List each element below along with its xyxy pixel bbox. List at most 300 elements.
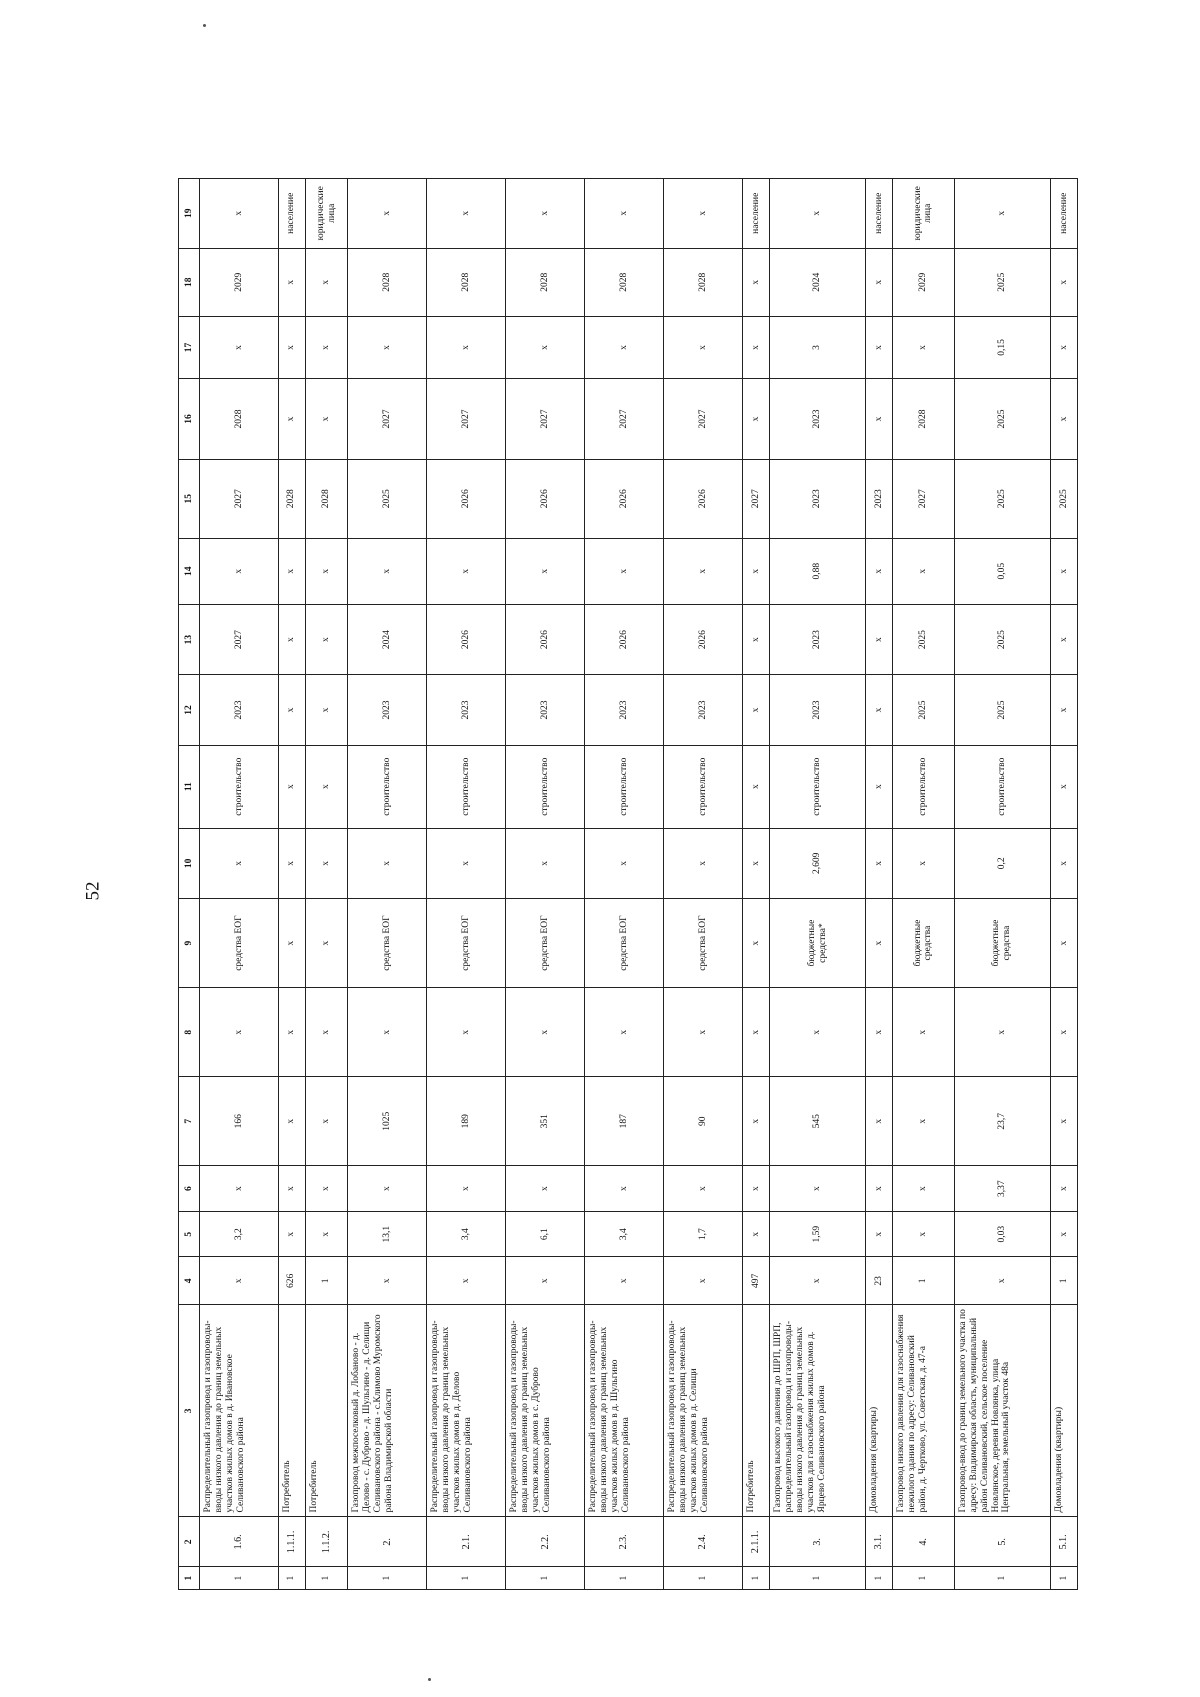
table-cell: бюджетные средства* bbox=[770, 899, 866, 988]
table-cell: 3 bbox=[770, 316, 866, 378]
table-cell: 4. bbox=[893, 1517, 955, 1567]
table-cell: 1 bbox=[585, 1567, 664, 1590]
table-cell: 1.1.1. bbox=[278, 1517, 305, 1567]
table-cell: 0,2 bbox=[954, 828, 1050, 898]
table-cell: 2027 bbox=[743, 459, 770, 538]
table-cell: х bbox=[506, 179, 585, 249]
table-cell: 2023 bbox=[506, 675, 585, 745]
table-cell: х bbox=[427, 1257, 506, 1305]
table-cell: 2023 bbox=[427, 675, 506, 745]
table-cell: х bbox=[585, 179, 664, 249]
table-cell: 2024 bbox=[770, 248, 866, 316]
table-cell: 2027 bbox=[893, 459, 955, 538]
table-cell: х bbox=[585, 828, 664, 898]
table-cell: 2023 bbox=[664, 675, 743, 745]
table-cell: 2,609 bbox=[770, 828, 866, 898]
column-header: 6 bbox=[179, 1166, 200, 1212]
table-cell: средства ЕОГ bbox=[506, 899, 585, 988]
table-cell: 3,37 bbox=[954, 1166, 1050, 1212]
table-cell: х bbox=[893, 1211, 955, 1257]
table-cell: 2026 bbox=[506, 459, 585, 538]
table-row bbox=[954, 179, 1050, 1590]
table-cell: х bbox=[664, 179, 743, 249]
table-cell: х bbox=[506, 1166, 585, 1212]
table-cell: 2025 bbox=[954, 459, 1050, 538]
table-cell: 2025 bbox=[893, 675, 955, 745]
table-cell: Потребитель bbox=[743, 1305, 770, 1517]
table-cell: х bbox=[305, 828, 348, 898]
column-header: 13 bbox=[179, 604, 200, 674]
table-cell: х bbox=[305, 988, 348, 1077]
table-cell: х bbox=[200, 179, 279, 249]
column-header: 7 bbox=[179, 1077, 200, 1166]
table-cell: х bbox=[427, 538, 506, 604]
table-cell: 2028 bbox=[585, 248, 664, 316]
table-cell: х bbox=[506, 988, 585, 1077]
table-cell: х bbox=[866, 745, 893, 828]
table-cell: х bbox=[1051, 675, 1078, 745]
table-cell: 2025 bbox=[348, 459, 427, 538]
table-cell: х bbox=[893, 1077, 955, 1166]
table-cell: 2027 bbox=[585, 379, 664, 460]
table-cell: х bbox=[200, 538, 279, 604]
table-cell: х bbox=[866, 675, 893, 745]
table-cell: х bbox=[305, 745, 348, 828]
table-cell: 2023 bbox=[770, 379, 866, 460]
table-cell: 2027 bbox=[664, 379, 743, 460]
table-row bbox=[866, 179, 893, 1590]
table-cell: х bbox=[743, 538, 770, 604]
table-cell: 497 bbox=[743, 1257, 770, 1305]
table-cell: х bbox=[1051, 1166, 1078, 1212]
table-cell: 3.1. bbox=[866, 1517, 893, 1567]
table-cell: Распределительный газопровод и газопроводы-вводы низкого давления до границ земельных участков жилых домов в д. Делово Селивановского района bbox=[427, 1305, 506, 1517]
table-cell: 2023 bbox=[585, 675, 664, 745]
table-cell: х bbox=[278, 604, 305, 674]
table-cell: х bbox=[770, 988, 866, 1077]
table-cell: средства ЕОГ bbox=[585, 899, 664, 988]
table-cell: х bbox=[893, 828, 955, 898]
data-table bbox=[178, 178, 1078, 1590]
table-cell: 13,1 bbox=[348, 1211, 427, 1257]
table-cell: 2027 bbox=[200, 459, 279, 538]
table-row bbox=[506, 179, 585, 1590]
table-row bbox=[427, 179, 506, 1590]
table-cell: 6,1 bbox=[506, 1211, 585, 1257]
table-cell: 1 bbox=[1051, 1567, 1078, 1590]
table-cell: 2029 bbox=[200, 248, 279, 316]
table-cell: 2029 bbox=[893, 248, 955, 316]
table-cell: х bbox=[200, 1257, 279, 1305]
column-header: 16 bbox=[179, 379, 200, 460]
table-cell: строительство bbox=[893, 745, 955, 828]
table-cell: 1 bbox=[664, 1567, 743, 1590]
table-cell: 1 bbox=[743, 1567, 770, 1590]
table-cell: х bbox=[664, 538, 743, 604]
table-cell: х bbox=[664, 828, 743, 898]
table-cell: 2023 bbox=[200, 675, 279, 745]
table-row bbox=[585, 179, 664, 1590]
table-cell: х bbox=[585, 1166, 664, 1212]
table-cell: х bbox=[305, 1166, 348, 1212]
table-cell: Газопровод высокого давления до ШРП, ШРП, распределительный газопровод и газопроводы-вводы низкого давления до границ земельных участков для газоснабжения жилых домов д. Ярцево Селивановского района bbox=[770, 1305, 866, 1517]
table-cell: х bbox=[427, 988, 506, 1077]
table-cell: х bbox=[893, 1166, 955, 1212]
table-cell: х bbox=[200, 1166, 279, 1212]
table-cell: х bbox=[506, 538, 585, 604]
table-cell: 0,88 bbox=[770, 538, 866, 604]
table-cell: 1 bbox=[893, 1567, 955, 1590]
table-cell: х bbox=[866, 899, 893, 988]
table-cell: х bbox=[305, 538, 348, 604]
table-cell: х bbox=[278, 675, 305, 745]
table-cell: х bbox=[278, 379, 305, 460]
table-cell: 187 bbox=[585, 1077, 664, 1166]
table-cell: 2025 bbox=[954, 675, 1050, 745]
table-cell: 1 bbox=[427, 1567, 506, 1590]
column-header: 9 bbox=[179, 899, 200, 988]
table-cell: х bbox=[305, 675, 348, 745]
table-cell: Газопровод межпоселковый д. Лобаново - д. Делово - с. Дуброво - д. Шульгино - д. Селищи Селивановского района - с.Климово Муромского района Владимирской области bbox=[348, 1305, 427, 1517]
column-header: 5 bbox=[179, 1211, 200, 1257]
table-cell: 1 bbox=[1051, 1257, 1078, 1305]
table-cell: х bbox=[866, 1166, 893, 1212]
table-cell: 1.1.2. bbox=[305, 1517, 348, 1567]
table-cell: 5. bbox=[954, 1517, 1050, 1567]
table-cell: 2027 bbox=[348, 379, 427, 460]
table-cell: х bbox=[427, 316, 506, 378]
column-header: 15 bbox=[179, 459, 200, 538]
table-cell: Распределительный газопровод и газопроводы-вводы низкого давления до границ земельных участков жилых домов в д. Шульгино Селивановского района bbox=[585, 1305, 664, 1517]
table-cell: х bbox=[664, 1257, 743, 1305]
table-cell: 189 bbox=[427, 1077, 506, 1166]
table-cell: Распределительный газопровод и газопроводы-вводы низкого давления до границ земельных участков жилых домов в д. Ивановское Селивановского района bbox=[200, 1305, 279, 1517]
table-cell: 2.2. bbox=[506, 1517, 585, 1567]
table-cell: х bbox=[305, 1077, 348, 1166]
table-cell: 2028 bbox=[200, 379, 279, 460]
table-cell: х bbox=[866, 988, 893, 1077]
table-cell: 2026 bbox=[427, 604, 506, 674]
table-cell: х bbox=[866, 379, 893, 460]
table-cell: х bbox=[305, 1211, 348, 1257]
table-cell: 23,7 bbox=[954, 1077, 1050, 1166]
scan-speck bbox=[203, 24, 206, 27]
table-cell: х bbox=[585, 988, 664, 1077]
scan-speck bbox=[428, 1678, 431, 1681]
table-cell: средства ЕОГ bbox=[427, 899, 506, 988]
table-cell: х bbox=[866, 248, 893, 316]
table-cell: х bbox=[305, 379, 348, 460]
table-cell: 2023 bbox=[770, 459, 866, 538]
table-cell: х bbox=[743, 604, 770, 674]
table-cell: х bbox=[1051, 379, 1078, 460]
table-cell: 2023 bbox=[348, 675, 427, 745]
table-cell: Потребитель bbox=[305, 1305, 348, 1517]
table-cell: х bbox=[743, 899, 770, 988]
table-cell: х bbox=[305, 604, 348, 674]
table-cell: 545 bbox=[770, 1077, 866, 1166]
table-cell: х bbox=[348, 538, 427, 604]
table-cell: 2026 bbox=[585, 459, 664, 538]
table-cell: 3,4 bbox=[585, 1211, 664, 1257]
table-cell: 5.1. bbox=[1051, 1517, 1078, 1567]
table-cell: х bbox=[866, 1211, 893, 1257]
table-cell: х bbox=[743, 248, 770, 316]
page-number: 52 bbox=[82, 881, 104, 901]
table-cell: х bbox=[200, 316, 279, 378]
table-cell: х bbox=[743, 745, 770, 828]
table-cell: х bbox=[664, 1166, 743, 1212]
column-header: 18 bbox=[179, 248, 200, 316]
table-cell: х bbox=[278, 316, 305, 378]
table-cell: 2025 bbox=[954, 248, 1050, 316]
table-cell: 1 bbox=[348, 1567, 427, 1590]
table-cell: х bbox=[278, 899, 305, 988]
table-cell: х bbox=[1051, 604, 1078, 674]
table-cell: 2028 bbox=[348, 248, 427, 316]
table-cell: х bbox=[305, 248, 348, 316]
table-cell: х bbox=[954, 179, 1050, 249]
table-cell: 1,7 bbox=[664, 1211, 743, 1257]
column-header: 12 bbox=[179, 675, 200, 745]
table-cell: х bbox=[1051, 248, 1078, 316]
table-cell: 1 bbox=[305, 1257, 348, 1305]
rotated-table-wrapper bbox=[178, 178, 1078, 1590]
table-row bbox=[770, 179, 866, 1590]
table-cell: х bbox=[1051, 745, 1078, 828]
table-cell: х bbox=[770, 179, 866, 249]
table-cell: х bbox=[506, 1257, 585, 1305]
table-row bbox=[1051, 179, 1078, 1590]
table-cell: 2028 bbox=[427, 248, 506, 316]
column-header: 10 bbox=[179, 828, 200, 898]
table-cell: 2023 bbox=[770, 675, 866, 745]
table-cell: х bbox=[743, 1077, 770, 1166]
table-cell: х bbox=[278, 828, 305, 898]
table-cell: 2023 bbox=[866, 459, 893, 538]
table-cell: х bbox=[770, 1257, 866, 1305]
table-cell: х bbox=[1051, 828, 1078, 898]
table-cell: х bbox=[1051, 988, 1078, 1077]
table-cell: 2.3. bbox=[585, 1517, 664, 1567]
table-cell: население bbox=[866, 179, 893, 249]
table-cell: население bbox=[743, 179, 770, 249]
table-cell: средства ЕОГ bbox=[200, 899, 279, 988]
table-cell: х bbox=[893, 538, 955, 604]
table-cell: х bbox=[506, 316, 585, 378]
column-header: 4 bbox=[179, 1257, 200, 1305]
table-cell: 1 bbox=[954, 1567, 1050, 1590]
table-cell: х bbox=[866, 316, 893, 378]
table-cell: 2023 bbox=[770, 604, 866, 674]
table-cell: строительство bbox=[770, 745, 866, 828]
table-cell: х bbox=[348, 1257, 427, 1305]
table-cell: х bbox=[305, 316, 348, 378]
table-cell: х bbox=[893, 316, 955, 378]
table-cell: население bbox=[1051, 179, 1078, 249]
table-cell: х bbox=[743, 1166, 770, 1212]
table-cell: строительство bbox=[585, 745, 664, 828]
table-cell: средства ЕОГ bbox=[664, 899, 743, 988]
table-cell: х bbox=[664, 988, 743, 1077]
table-cell: 2028 bbox=[278, 459, 305, 538]
table-cell: х bbox=[954, 1257, 1050, 1305]
table-row bbox=[200, 179, 279, 1590]
table-cell: 1 bbox=[278, 1567, 305, 1590]
table-cell: х bbox=[1051, 1211, 1078, 1257]
table-cell: строительство bbox=[200, 745, 279, 828]
table-cell: 2025 bbox=[1051, 459, 1078, 538]
table-cell: х bbox=[278, 1211, 305, 1257]
table-cell: 2.1.1. bbox=[743, 1517, 770, 1567]
table-cell: 2027 bbox=[200, 604, 279, 674]
table-cell: 2026 bbox=[664, 604, 743, 674]
table-cell: 2026 bbox=[585, 604, 664, 674]
table-cell: 2.1. bbox=[427, 1517, 506, 1567]
column-header: 8 bbox=[179, 988, 200, 1077]
table-row bbox=[305, 179, 348, 1590]
table-cell: х bbox=[1051, 316, 1078, 378]
table-cell: 1 bbox=[506, 1567, 585, 1590]
table-cell: х bbox=[585, 538, 664, 604]
table-cell: 166 bbox=[200, 1077, 279, 1166]
table-row bbox=[893, 179, 955, 1590]
table-cell: х bbox=[954, 988, 1050, 1077]
table-cell: х bbox=[866, 538, 893, 604]
table-cell: х bbox=[278, 988, 305, 1077]
table-cell: 2028 bbox=[506, 248, 585, 316]
table-cell: 2026 bbox=[664, 459, 743, 538]
table-cell: 351 bbox=[506, 1077, 585, 1166]
table-row bbox=[743, 179, 770, 1590]
table-cell: х bbox=[585, 1257, 664, 1305]
table-cell: строительство bbox=[348, 745, 427, 828]
table-cell: х bbox=[278, 248, 305, 316]
table-cell: х bbox=[770, 1166, 866, 1212]
table-cell: х bbox=[743, 379, 770, 460]
table-cell: х bbox=[743, 316, 770, 378]
table-cell: х bbox=[866, 604, 893, 674]
table-cell: х bbox=[743, 828, 770, 898]
table-cell: 23 bbox=[866, 1257, 893, 1305]
table-cell: 2028 bbox=[305, 459, 348, 538]
table-cell: средства ЕОГ bbox=[348, 899, 427, 988]
column-header: 14 bbox=[179, 538, 200, 604]
table-cell: 2025 bbox=[893, 604, 955, 674]
table-body bbox=[200, 179, 1078, 1590]
table-cell: 0,03 bbox=[954, 1211, 1050, 1257]
column-header: 3 bbox=[179, 1305, 200, 1517]
table-cell: 3. bbox=[770, 1517, 866, 1567]
table-cell: х bbox=[348, 1166, 427, 1212]
table-cell: х bbox=[200, 828, 279, 898]
table-cell: 2025 bbox=[954, 604, 1050, 674]
table-cell: х bbox=[305, 899, 348, 988]
table-cell: 2028 bbox=[664, 248, 743, 316]
table-cell: строительство bbox=[427, 745, 506, 828]
table-cell: Домовладения (квартиры) bbox=[1051, 1305, 1078, 1517]
table-cell: х bbox=[348, 316, 427, 378]
table-cell: х bbox=[427, 828, 506, 898]
table-cell: 2027 bbox=[506, 379, 585, 460]
table-cell: 1 bbox=[866, 1567, 893, 1590]
table-row bbox=[278, 179, 305, 1590]
table-cell: х bbox=[743, 675, 770, 745]
table-cell: 1025 bbox=[348, 1077, 427, 1166]
table-cell: 2024 bbox=[348, 604, 427, 674]
table-cell: 1.6. bbox=[200, 1517, 279, 1567]
table-cell: бюджетные средства bbox=[954, 899, 1050, 988]
table-cell: х bbox=[348, 988, 427, 1077]
table-cell: х bbox=[1051, 538, 1078, 604]
table-cell: х bbox=[200, 988, 279, 1077]
column-header: 1 bbox=[179, 1567, 200, 1590]
table-cell: 0,05 bbox=[954, 538, 1050, 604]
table-cell: 0,15 bbox=[954, 316, 1050, 378]
column-header: 19 bbox=[179, 179, 200, 249]
table-cell: 1 bbox=[893, 1257, 955, 1305]
table-cell: 2. bbox=[348, 1517, 427, 1567]
table-cell: х bbox=[427, 179, 506, 249]
table-cell: строительство bbox=[506, 745, 585, 828]
table-cell: 1 bbox=[305, 1567, 348, 1590]
table-cell: х bbox=[427, 1166, 506, 1212]
table-cell: 3,4 bbox=[427, 1211, 506, 1257]
table-cell: 2025 bbox=[954, 379, 1050, 460]
table-cell: х bbox=[866, 1077, 893, 1166]
table-cell: 2.4. bbox=[664, 1517, 743, 1567]
table-cell: строительство bbox=[954, 745, 1050, 828]
table-cell: х bbox=[866, 828, 893, 898]
table-cell: 90 bbox=[664, 1077, 743, 1166]
table-cell: х bbox=[278, 745, 305, 828]
table-cell: х bbox=[893, 988, 955, 1077]
table-cell: Газопровод низкого давления для газоснабжения нежилого здания по адресу: Селивановский район, д. Чертково, ул. Советская, д. 47-а bbox=[893, 1305, 955, 1517]
table-cell: х bbox=[743, 988, 770, 1077]
table-cell: х bbox=[1051, 1077, 1078, 1166]
table-cell: Распределительный газопровод и газопроводы-вводы низкого давления до границ земельных участков жилых домов в д. Селищи Селивановского района bbox=[664, 1305, 743, 1517]
table-cell: 626 bbox=[278, 1257, 305, 1305]
table-cell: х bbox=[506, 828, 585, 898]
table-cell: 1 bbox=[200, 1567, 279, 1590]
table-cell: х bbox=[278, 1166, 305, 1212]
table-cell: 2028 bbox=[893, 379, 955, 460]
table-cell: юридические лица bbox=[893, 179, 955, 249]
table-cell: х bbox=[348, 179, 427, 249]
table-cell: х bbox=[664, 316, 743, 378]
table-row bbox=[664, 179, 743, 1590]
table-cell: х bbox=[585, 316, 664, 378]
table-cell: юридические лица bbox=[305, 179, 348, 249]
table-row bbox=[348, 179, 427, 1590]
table-cell: х bbox=[348, 828, 427, 898]
column-header: 11 bbox=[179, 745, 200, 828]
table-cell: Газопровод-ввод до границ земельного участка по адресу: Владимирская область, муниципальный район Селивановский, сельское поселение Новлянское, деревня Новлянка, улица Центральная, земельный участок 48а bbox=[954, 1305, 1050, 1517]
table-cell: Домовладения (квартиры) bbox=[866, 1305, 893, 1517]
table-cell: население bbox=[278, 179, 305, 249]
table-cell: 2026 bbox=[506, 604, 585, 674]
table-cell: бюджетные средства bbox=[893, 899, 955, 988]
table-cell: х bbox=[278, 538, 305, 604]
column-header: 17 bbox=[179, 316, 200, 378]
table-cell: Потребитель bbox=[278, 1305, 305, 1517]
table-cell: 3,2 bbox=[200, 1211, 279, 1257]
table-cell: 2026 bbox=[427, 459, 506, 538]
column-header: 2 bbox=[179, 1517, 200, 1567]
table-cell: х bbox=[743, 1211, 770, 1257]
table-cell: 1,59 bbox=[770, 1211, 866, 1257]
table-cell: строительство bbox=[664, 745, 743, 828]
